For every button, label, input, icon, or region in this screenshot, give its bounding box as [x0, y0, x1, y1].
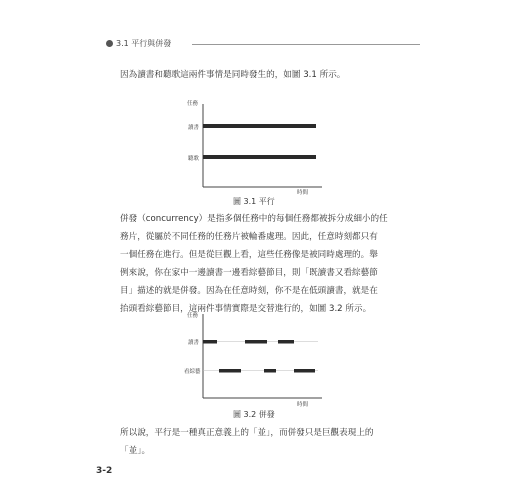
task-label-read: 讀書 — [188, 125, 200, 131]
y-axis-label: 任務 — [187, 101, 199, 107]
paragraph-line: 併發（concurrency）是指多個任務中的每個任務都被拆分成細小的任 — [120, 214, 388, 224]
paragraph-line: 所以說，平行是一種真正意義上的「並」，而併發只是巨觀表現上的 — [120, 428, 374, 438]
paragraph-line: 抬頭看綜藝節目，這兩件事情實際是交替進行的，如圖 3.2 所示。 — [120, 304, 372, 314]
paragraph-line: 務片，從屬於不同任務的任務片被輪番處理。因此，任意時刻都只有 — [120, 232, 378, 242]
paragraph-line: 目」描述的就是併發。因為在任意時刻，你不是在低頭讀書，就是在 — [120, 286, 378, 296]
y-axis-label: 任務 — [187, 313, 199, 319]
slice-variety — [219, 369, 241, 373]
page-number: 3-2 — [96, 466, 113, 476]
task-label-listen: 聽歌 — [188, 156, 200, 162]
x-axis-label: 時間 — [297, 402, 309, 408]
paragraph-line: 「並」。 — [120, 446, 151, 456]
intro-paragraph: 因為讀書和聽歌這兩件事情是同時發生的，如圖 3.1 所示。 — [120, 70, 346, 80]
x-axis-label: 時間 — [297, 190, 309, 196]
slice-variety — [264, 369, 276, 373]
conclusion-paragraph — [120, 424, 420, 460]
slice-read — [278, 340, 294, 344]
figure-parallel-caption: 圖 3.1 平行 — [233, 197, 275, 206]
paragraph-line: 一個任務在進行。但是從巨觀上看，這些任務像是被同時處理的。舉 — [120, 250, 378, 260]
task-label-variety: 看綜藝 — [184, 369, 201, 375]
paragraph-line: 例來說，你在家中一邊讀書一邊看綜藝節目，則「既讀書又看綜藝節 — [120, 268, 378, 278]
figure-concurrency-caption: 圖 3.2 併發 — [233, 410, 275, 419]
figure-concurrency-axes — [203, 314, 322, 398]
slice-read — [203, 340, 217, 344]
slice-read — [245, 340, 267, 344]
section-title: 3.1 平行與併發 — [116, 39, 172, 48]
slice-variety — [294, 369, 315, 373]
task-label-read: 讀書 — [188, 340, 200, 346]
